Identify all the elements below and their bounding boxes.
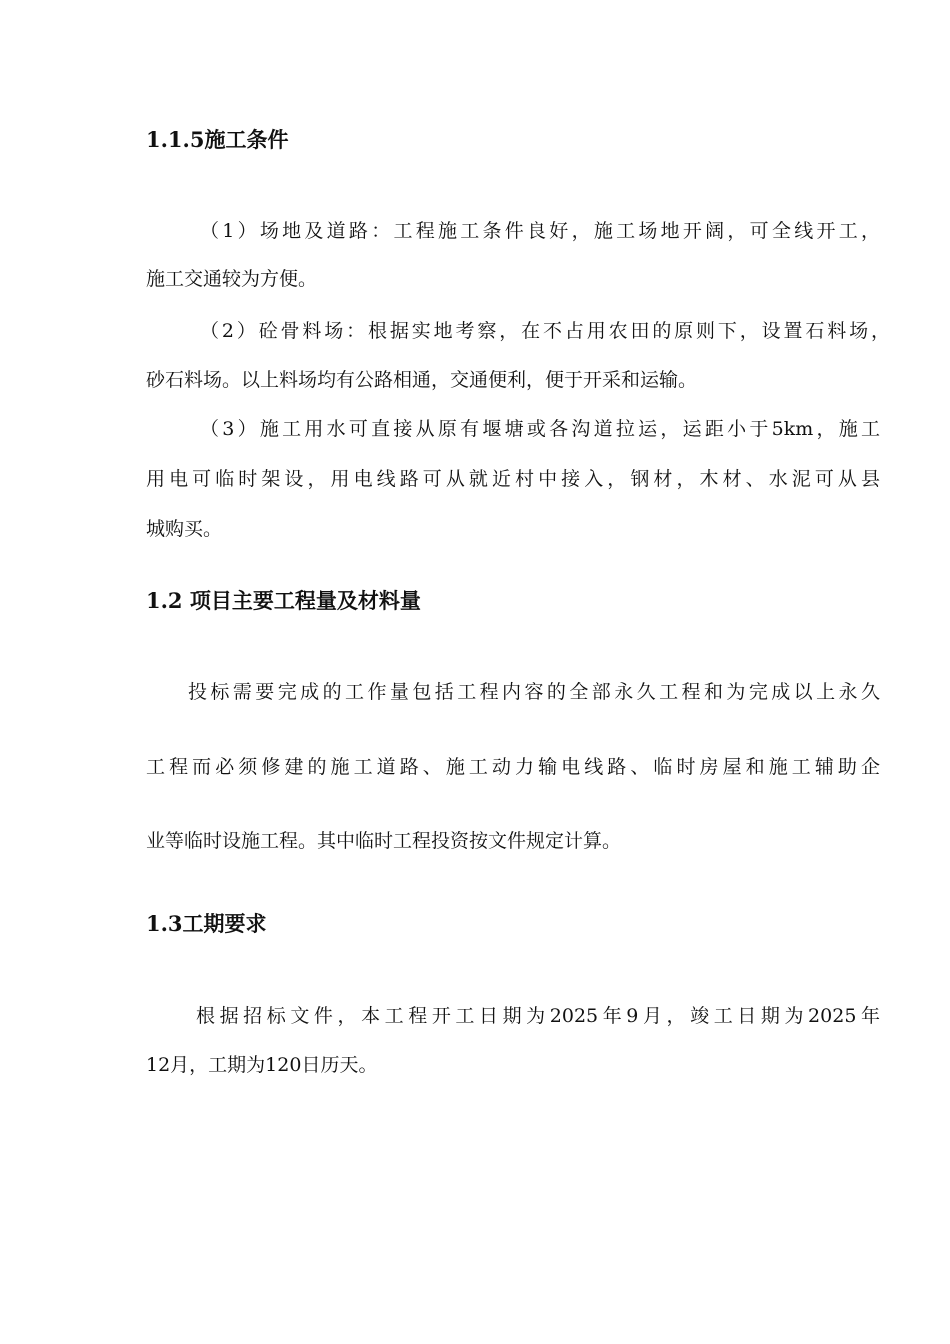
paragraph-line: 业等临时设施工程。其中临时工程投资按文件规定计算。 <box>146 830 622 852</box>
paragraph-line: （1）场地及道路：工程施工条件良好，施工场地开阔，可全线开工， <box>200 220 880 242</box>
section-heading-1-1-5: 1.1.5施工条件 <box>146 127 289 152</box>
paragraph-line: 施工交通较为方便。 <box>146 268 318 290</box>
paragraph-line: （2）砼骨料场：根据实地考察，在不占用农田的原则下，设置石料场， <box>200 320 890 342</box>
paragraph-line: 砂石料场。以上料场均有公路相通，交通便利，便于开采和运输。 <box>146 369 698 391</box>
paragraph-line: 根据招标文件，本工程开工日期为2025年9月，竣工日期为2025年 <box>196 1005 881 1027</box>
paragraph-line: （3）施工用水可直接从原有堰塘或各沟道拉运，运距小于5km，施工 <box>200 418 880 440</box>
paragraph-line: 城购买。 <box>146 518 223 540</box>
paragraph-line: 用电可临时架设，用电线路可从就近村中接入，钢材，木材、水泥可从县 <box>146 468 880 490</box>
paragraph-line: 12月，工期为120日历天。 <box>146 1054 378 1076</box>
section-heading-1-3: 1.3工期要求 <box>146 911 267 936</box>
section-heading-1-2: 1.2 项目主要工程量及材料量 <box>146 588 421 613</box>
paragraph-line: 工程而必须修建的施工道路、施工动力输电线路、临时房屋和施工辅助企 <box>146 756 880 778</box>
paragraph-line: 投标需要完成的工作量包括工程内容的全部永久工程和为完成以上永久 <box>188 681 880 703</box>
